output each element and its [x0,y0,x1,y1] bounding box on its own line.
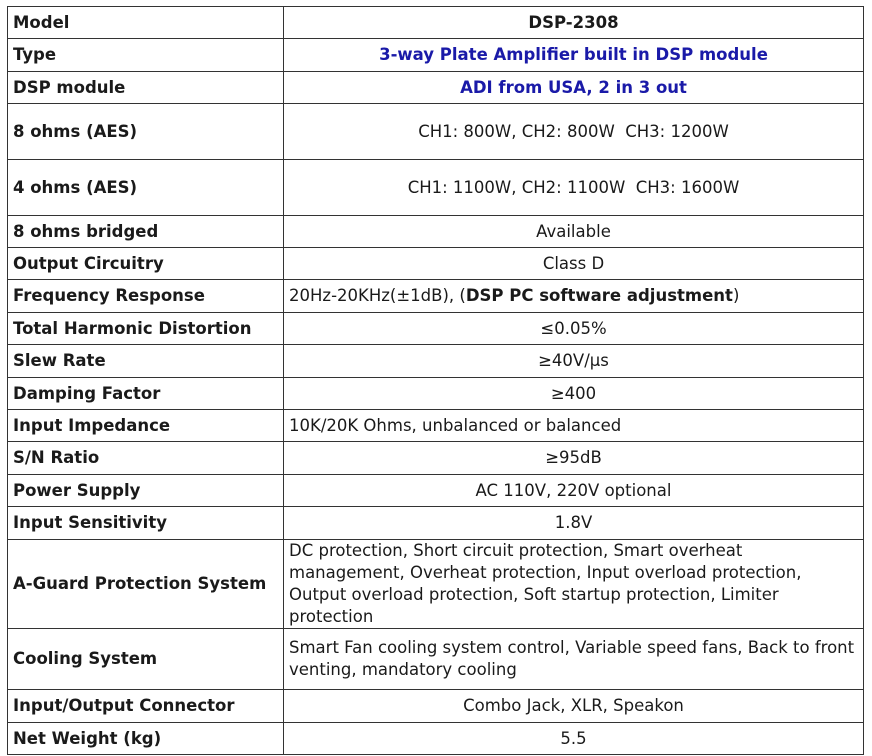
table-row [8,280,864,313]
table-row [8,216,864,248]
table-row [8,723,864,755]
table-row [8,160,864,216]
value-emphasis: DSP PC software adjustment [465,286,733,305]
table-row [8,7,864,39]
spec-table [7,6,864,755]
table-row [8,39,864,72]
row-value: AC 110V, 220V optional [284,475,864,507]
row-label: A-Guard Protection System [8,540,284,629]
model-value: DSP-2308 [284,7,864,39]
row-value: 5.5 [284,723,864,755]
table-row [8,72,864,104]
table-row [8,378,864,410]
type-value: 3-way Plate Amplifier built in DSP module [284,39,864,72]
row-label: Input Impedance [8,410,284,442]
dsp-module-value: ADI from USA, 2 in 3 out [284,72,864,104]
table-row [8,690,864,723]
table-row [8,507,864,540]
row-value: CH1: 1100W, CH2: 1100W CH3: 1600W [284,160,864,216]
value-text: 20Hz-20KHz(±1dB), ( [289,286,466,305]
row-label: DSP module [8,72,284,104]
row-value: Combo Jack, XLR, Speakon [284,690,864,723]
row-value: Class D [284,248,864,280]
row-label: S/N Ratio [8,442,284,475]
row-label: Total Harmonic Distortion [8,313,284,345]
row-value: ≥40V/μs [284,345,864,378]
table-row [8,345,864,378]
table-row [8,629,864,690]
row-label: 8 ohms bridged [8,216,284,248]
row-value: ≥95dB [284,442,864,475]
row-label: Power Supply [8,475,284,507]
row-label: Type [8,39,284,72]
row-label: Input Sensitivity [8,507,284,540]
row-label: Slew Rate [8,345,284,378]
table-row [8,104,864,160]
row-label: Damping Factor [8,378,284,410]
table-row [8,475,864,507]
row-value: 10K/20K Ohms, unbalanced or balanced [284,410,864,442]
row-value: Available [284,216,864,248]
row-value: ≤0.05% [284,313,864,345]
table-row [8,410,864,442]
row-label: Cooling System [8,629,284,690]
row-label: 8 ohms (AES) [8,104,284,160]
row-label: Net Weight (kg) [8,723,284,755]
row-value: CH1: 800W, CH2: 800W CH3: 1200W [284,104,864,160]
table-row [8,248,864,280]
table-row [8,313,864,345]
row-label: Frequency Response [8,280,284,313]
row-label: 4 ohms (AES) [8,160,284,216]
row-label: Model [8,7,284,39]
value-text: ) [732,286,740,305]
row-label: Input/Output Connector [8,690,284,723]
frequency-response-value [284,280,864,313]
row-label: Output Circuitry [8,248,284,280]
row-value: Smart Fan cooling system control, Variable speed fans, Back to front venting, mandatory cooling [284,629,864,690]
table-row [8,540,864,629]
row-value: ≥400 [284,378,864,410]
row-value: DC protection, Short circuit protection, Smart overheat management, Overheat protection, Input overload protection, Output overload protection, Soft startup protection, Limiter protection [284,540,864,629]
table-row [8,442,864,475]
row-value: 1.8V [284,507,864,540]
